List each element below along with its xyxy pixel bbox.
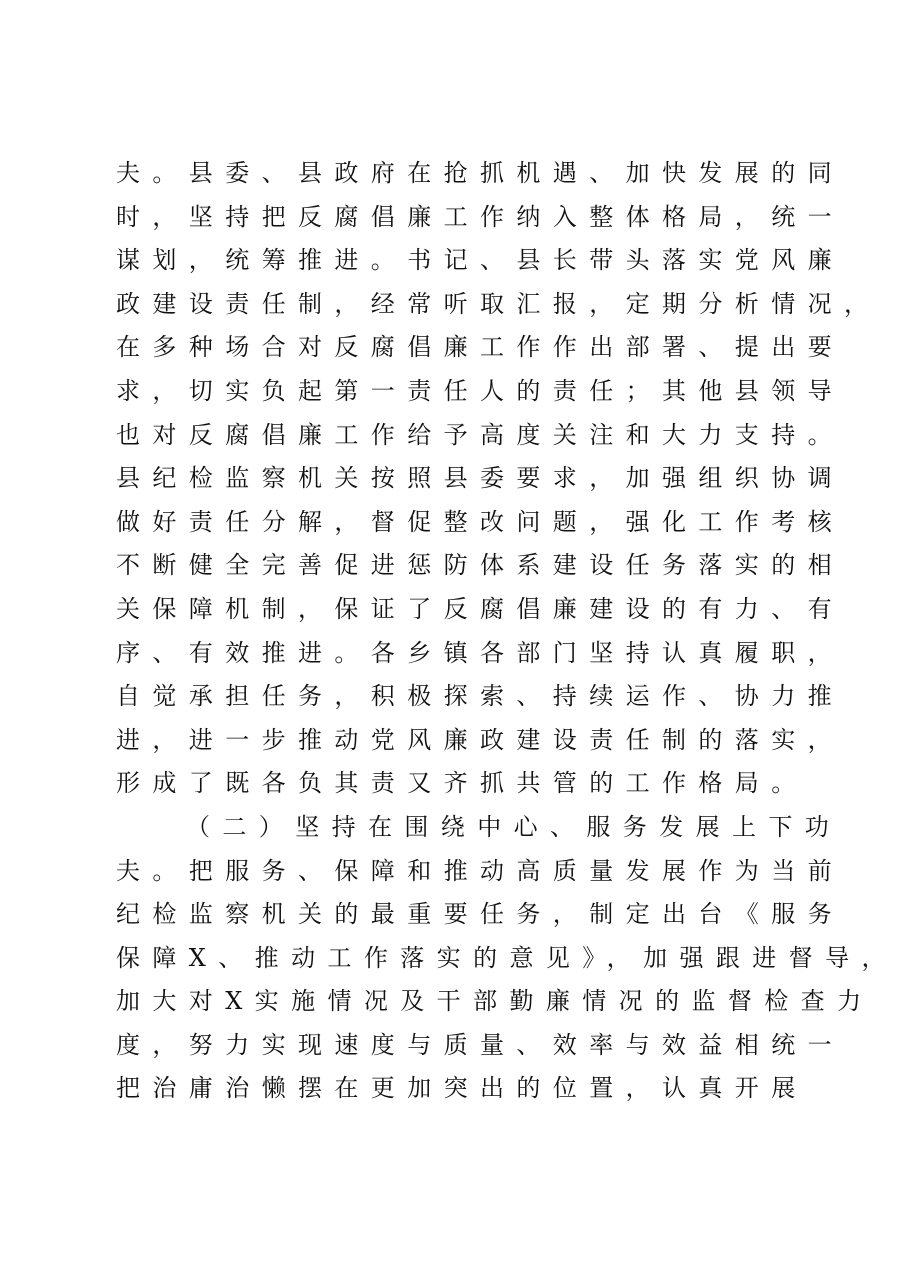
- text-line-8: 县纪检监察机关按照县委要求，加强组织协调: [116, 464, 844, 493]
- document-body: [116, 152, 898, 1111]
- text-line-11: 关保障机制，保证了反腐倡廉建设的有力、有: [116, 594, 844, 623]
- text-line-19: 保障X、推动工作落实的意见》，加强跟进督导，: [116, 943, 898, 972]
- text-line-7: 也对反腐倡廉工作给予高度关注和大力支持。: [116, 420, 844, 449]
- text-line-18: 纪检监察机关的最重要任务，制定出台《服务: [116, 900, 844, 929]
- section-heading-line: （二）坚持在围绕中心、服务发展上下功: [186, 812, 842, 841]
- text-line-12: 序、有效推进。各乡镇各部门坚持认真履职，: [116, 638, 844, 667]
- text-line-13: 自觉承担任务，积极探索、持续运作、协力推: [116, 682, 844, 711]
- text-line-17: 夫。把服务、保障和推动高质量发展作为当前: [116, 856, 844, 885]
- text-line-4: 政建设责任制，经常听取汇报，定期分析情况，: [116, 289, 881, 318]
- text-line-14: 进，进一步推动党风廉政建设责任制的落实，: [116, 725, 844, 754]
- text-line-5: 在多种场合对反腐倡廉工作作出部署、提出要: [116, 333, 844, 362]
- text-line-2: 时，坚持把反腐倡廉工作纳入整体格局，统一: [116, 202, 844, 231]
- text-line-15: 形成了既各负其责又齐抓共管的工作格局。: [116, 769, 808, 798]
- text-line-1: 夫。县委、县政府在抢抓机遇、加快发展的同: [116, 159, 844, 187]
- text-line-3: 谋划，统筹推进。书记、县长带头落实党风廉: [116, 246, 844, 275]
- text-line-20: 加大对X实施情况及干部勤廉情况的监督检查力: [116, 987, 874, 1016]
- text-line-10: 不断健全完善促进惩防体系建设任务落实的相: [116, 551, 844, 580]
- text-line-21: 度，努力实现速度与质量、效率与效益相统一: [116, 1030, 844, 1059]
- text-line-9: 做好责任分解，督促整改问题，强化工作考核: [116, 507, 844, 536]
- text-line-22: 把治庸治懒摆在更加突出的位置，认真开展: [116, 1074, 808, 1103]
- text-line-6: 求，切实负起第一责任人的责任；其他县领导: [116, 376, 844, 405]
